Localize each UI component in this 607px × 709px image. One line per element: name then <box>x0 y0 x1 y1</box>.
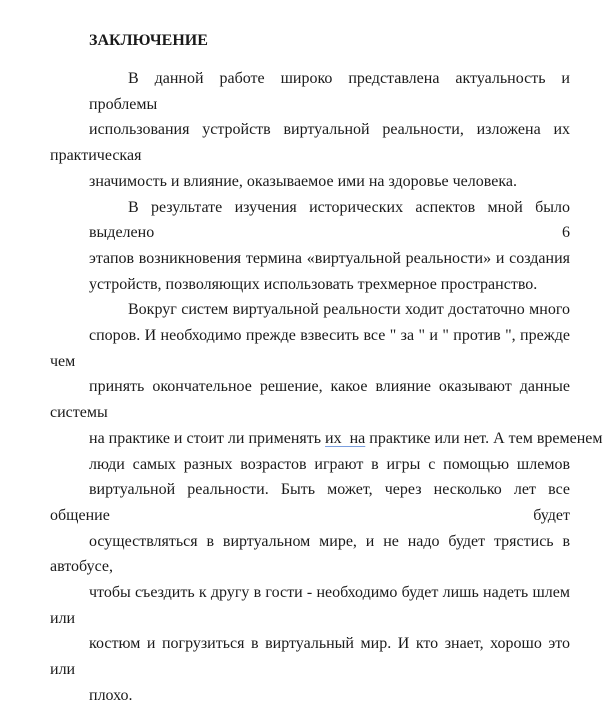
text-fragment: на практике и стоит ли применять <box>89 429 326 447</box>
text-line: устройств, позволяющих использовать трехмерное пространство. <box>89 275 538 293</box>
text-line: использования устройств виртуальной реальности, изложена их практическая <box>50 121 570 165</box>
text-line: В результате изучения исторических аспектов мной было выделено 6 <box>89 198 570 242</box>
text-line: значимость и влияние, оказываемое ими на здоровье человека. <box>89 172 517 190</box>
text-fragment: практике или нет. А тем временем <box>365 429 603 447</box>
text-line: чтобы съездить к другу в гости - необходимо будет лишь надеть шлем или <box>50 584 570 627</box>
text-line: споров. И необходимо прежде взвесить все " за " и " против ", прежде чем <box>50 327 570 370</box>
paragraph-2 <box>50 195 570 298</box>
text-line: виртуальной реальности. Быть может, через несколько лет все общение будет <box>50 481 570 524</box>
text-line: плохо. <box>89 686 133 704</box>
document-page <box>50 30 603 709</box>
paragraph-3 <box>50 297 603 708</box>
text-line: Вокруг систем виртуальной реальности ходит достаточно много <box>128 301 570 319</box>
text-line: этапов возникновения термина «виртуальной реальности» и создания <box>89 249 570 267</box>
spellcheck-underlined-text[interactable]: их на <box>325 429 366 447</box>
text-line: люди самых разных возрастов играют в игры с помощью шлемов <box>89 455 570 473</box>
text-line: костюм и погрузиться в виртуальный мир. И кто знает, хорошо это или <box>50 635 570 679</box>
text-line: принять окончательное решение, какое влияние оказывают данные системы <box>50 378 570 422</box>
paragraph-1 <box>50 66 570 195</box>
text-line: осуществляться в виртуальном мире, и не надо будет трястись в автобусе, <box>50 532 570 576</box>
text-line: В данной работе широко представлена актуальность и проблемы <box>89 70 570 113</box>
text-line-with-spellcheck <box>50 426 603 452</box>
section-title: ЗАКЛЮЧЕНИЕ <box>89 32 208 49</box>
